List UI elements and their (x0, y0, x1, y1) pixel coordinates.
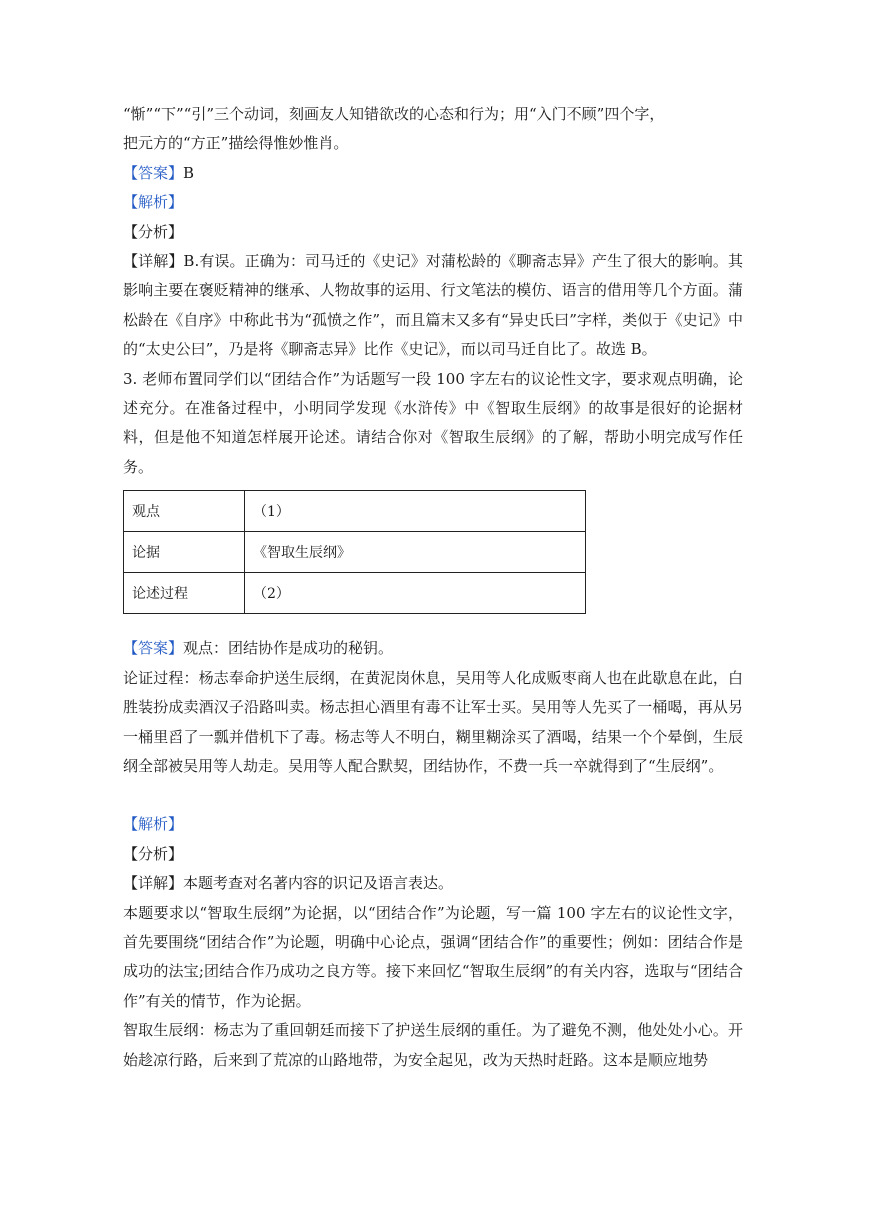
table-cell-label: 论述过程 (124, 573, 245, 614)
question-3: 3. 老师布置同学们以“团结合作”为话题写一段 100 字左右的议论性文字，要求观点明确，论述充分。在准备过程中，小明同学发现《水浒传》中《智取生辰纲》的故事是很好的论据材料，但是他不知道怎样展开论述。请结合你对《智取生辰纲》的了解，帮助小明完成写作任务。 (123, 369, 743, 476)
viewpoint-text: 观点：团结协作是成功的秘钥。 (183, 639, 394, 658)
table-cell-value: 《智取生辰纲》 (245, 532, 586, 573)
table-row (124, 573, 586, 614)
table-cell-label: 论据 (124, 532, 245, 573)
detail-tag: 【详解】 (123, 874, 184, 893)
detail-text: B.有误。正确为：司马迁的《史记》对蒲松龄的《聊斋志异》产生了很大的影响。其影响主要在褒贬精神的继承、人物故事的运用、行文笔法的模仿、语言的借用等几个方面。蒲松龄在《自序》中称此书为“孤愤之作”，而且篇末又多有“异史氏曰”字样，类似于《史记》中的“太史公曰”，乃是将《聊斋志异》比作《史记》，而以司马迁自比了。故选 B。 (123, 252, 743, 359)
analysis-tag: 【解析】 (123, 815, 184, 834)
table-row (124, 532, 586, 573)
analysis-tag: 【解析】 (123, 193, 184, 212)
table-cell-value: （2） (245, 573, 586, 614)
detail-paragraph (123, 869, 743, 898)
writing-task-table (123, 490, 586, 614)
table-cell-value: （1） (245, 491, 586, 532)
fenxi-line: 【分析】 (123, 222, 184, 241)
spacer (123, 781, 743, 810)
fenxi-line: 【分析】 (123, 844, 184, 863)
analysis-line (123, 810, 743, 839)
detail-tag: 【详解】 (123, 252, 184, 271)
answer-tag: 【答案】 (123, 639, 184, 658)
text-line: 把元方的“方正”描绘得惟妙惟肖。 (123, 134, 349, 153)
table-row (124, 491, 586, 532)
answer-value: B (183, 163, 195, 182)
text-line: “惭”“下”“引”三个动词，刻画友人知错欲改的心态和行为；用“入门不顾”四个字， (123, 105, 665, 123)
answer-line (123, 159, 743, 188)
answer-tag: 【答案】 (123, 163, 184, 182)
detail-paragraph (123, 247, 743, 365)
table-cell-label: 观点 (124, 491, 245, 532)
analysis-paragraph: 本题要求以“智取生辰纲”为论据，以“团结合作”为论题，写一篇 100 字左右的议论性文字，首先要围绕“团结合作”为论题，明确中心论点，强调“团结合作”的重要性；例如：团结合作是成功的法宝;团结合作乃成功之良方等。接下来回忆“智取生辰纲”的有关内容，选取与“团结合作”有关的情节，作为论据。 (123, 903, 743, 1010)
analysis-line (123, 188, 743, 217)
analysis-paragraph: 智取生辰纲：杨志为了重回朝廷而接下了护送生辰纲的重任。为了避免不测，他处处小心。开始趁凉行路，后来到了荒凉的山路地带，为安全起见，改为天热时赶路。这本是顺应地势 (123, 1021, 743, 1069)
detail-text: 本题考查对名著内容的识记及语言表达。 (183, 874, 454, 893)
answer-3-viewpoint (123, 634, 743, 663)
answer-3-process: 论证过程：杨志奉命护送生辰纲，在黄泥岗休息，吴用等人化成贩枣商人也在此歇息在此，白胜装扮成卖酒汉子沿路叫卖。杨志担心酒里有毒不让军士买。吴用等人先买了一桶喝，再从另一桶里舀了一瓢并借机下了毒。杨志等人不明白，糊里糊涂买了酒喝，结果一个个晕倒，生辰纲全部被吴用等人劫走。吴用等人配合默契，团结协作，不费一兵一卒就得到了“生辰纲”。 (123, 668, 743, 775)
document-page (123, 100, 743, 1075)
